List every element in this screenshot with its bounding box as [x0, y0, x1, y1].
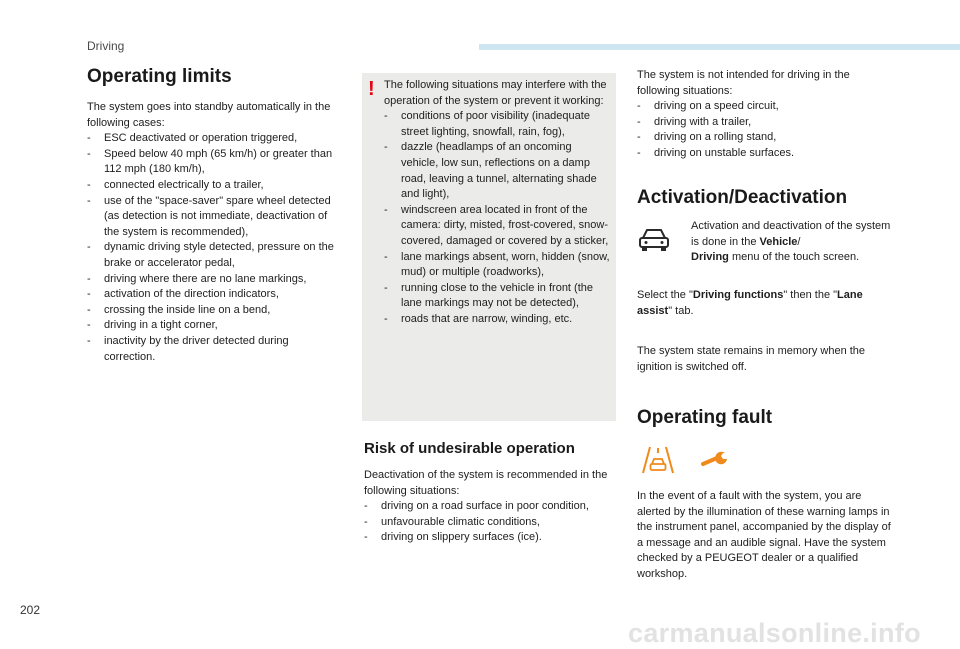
list-item: - driving in a tight corner, [87, 319, 218, 332]
list-item: - inactivity by the driver detected during correction. [87, 334, 289, 363]
list-item: - lane markings absent, worn, hidden (snow, mud) or multiple (roadworks), [384, 250, 610, 279]
lane-car-warning-icon [641, 445, 675, 475]
activation-text: Activation and deactivation of the system is done in the Vehicle/ Driving menu of the touch screen. [691, 220, 891, 264]
risk-title: Risk of undesirable operation [364, 440, 575, 457]
list-item: - driving where there are no lane markings, [87, 272, 307, 285]
warning-intro: The following situations may interfere with the operation of the system or prevent it working: [384, 79, 607, 107]
list-item: - crossing the inside line on a bend, [87, 303, 271, 316]
list-item: - use of the "space-saver" spare wheel detected (as detection is not immediate, deactivation of the system is recommended), [87, 194, 331, 238]
section-label: Driving [87, 39, 125, 53]
watermark: carmanualsonline.info [628, 618, 921, 648]
list-item: - conditions of poor visibility (inadequate street lighting, snowfall, rain, fog), [384, 110, 590, 138]
fault-warning-lamps [641, 445, 731, 475]
list-item: - driving on slippery surfaces (ice). [364, 531, 542, 544]
activation-title: Activation/Deactivation [637, 187, 848, 208]
risk-intro: Deactivation of the system is recommended in the following situations: [364, 469, 608, 497]
menu-driving: Driving [691, 251, 729, 264]
list-item: - windscreen area located in front of the camera: dirty, misted, frost-covered, snow-covered, damaged or covered by a sticker, [384, 203, 609, 247]
list-item: - driving on unstable surfaces. [637, 146, 795, 159]
select-instruction: Select the "Driving functions" then the "Lane assist" tab. [637, 289, 863, 317]
list-item: - dynamic driving style detected, pressure on the brake or accelerator pedal, [87, 241, 334, 269]
list-item: - unfavourable climatic conditions, [364, 515, 540, 528]
fault-text: In the event of a fault with the system, you are alerted by the illumination of these warning lamps in the instrument panel, accompanied by the display of a message and an audible signal. Have the system checked by a PEUGEOT dealer or a qualified workshop. [637, 490, 891, 580]
not-intended-list [637, 99, 893, 161]
operating-limits-title: Operating limits [87, 66, 232, 87]
warning-exclamation-icon: ! [368, 78, 375, 100]
list-item: - driving on a road surface in poor condition, [364, 500, 589, 513]
not-intended-body [637, 68, 893, 162]
list-item: - driving with a trailer, [637, 115, 752, 128]
not-intended-intro: The system is not intended for driving in the following situations: [637, 69, 850, 97]
risk-list [364, 499, 616, 546]
header-bar [479, 44, 960, 50]
operating-limits-list [87, 131, 339, 365]
list-item: - driving on a rolling stand, [637, 131, 777, 144]
list-item: - ESC deactivated or operation triggered, [87, 132, 298, 145]
list-item: - activation of the direction indicators, [87, 288, 279, 301]
list-item: - dazzle (headlamps of an oncoming vehicle, low sun, reflections on a damp road, leaving a tunnel, alternating shade and light), [384, 141, 597, 201]
operating-limits-body [87, 100, 339, 365]
list-item: - driving on a speed circuit, [637, 100, 779, 113]
warning-box [362, 73, 616, 421]
warning-list [384, 109, 610, 327]
list-item: - connected electrically to a trailer, [87, 178, 264, 191]
memory-note: The system state remains in memory when the ignition is switched off. [637, 345, 866, 373]
list-item: - Speed below 40 mph (65 km/h) or greater than 112 mph (180 km/h), [87, 147, 333, 176]
page-number: 202 [20, 603, 41, 617]
list-item: - roads that are narrow, winding, etc. [384, 312, 573, 325]
wrench-icon [701, 449, 729, 471]
car-icon [637, 225, 671, 255]
list-item: - running close to the vehicle in front (the lane markings may not be detected), [384, 281, 594, 310]
fault-title: Operating fault [637, 407, 773, 428]
menu-vehicle: Vehicle [759, 235, 798, 248]
operating-limits-intro: The system goes into standby automatically in the following cases: [87, 101, 331, 129]
risk-body [364, 468, 616, 546]
